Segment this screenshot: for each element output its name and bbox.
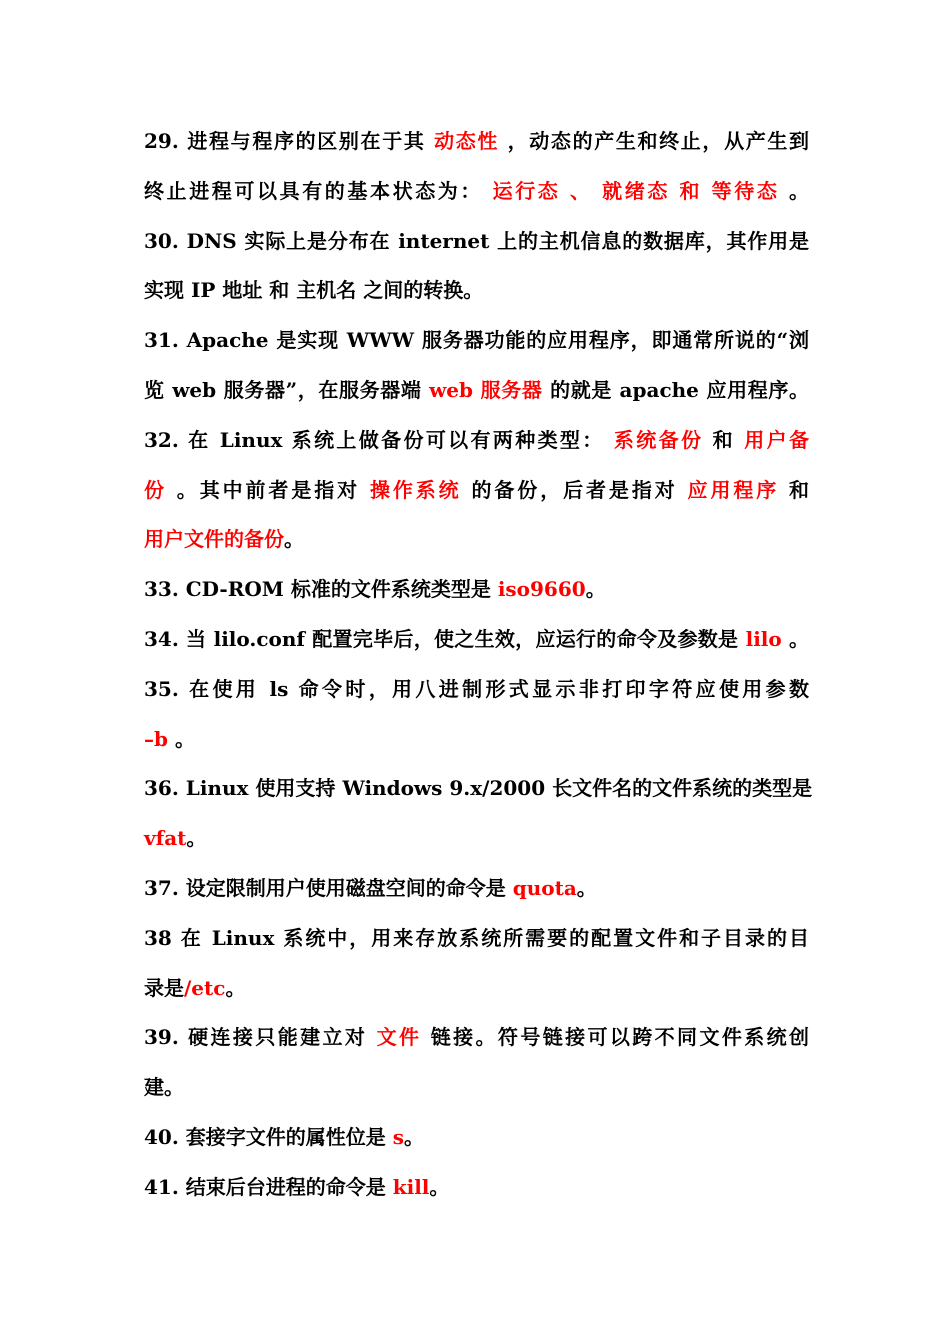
text-line: [144, 914, 809, 964]
question-text: 。: [789, 626, 810, 651]
answer-text: 文件: [376, 1025, 422, 1050]
text-line: [144, 665, 809, 715]
answer-text: 系统备份: [613, 427, 704, 452]
question-text: 41. 结束后台进程的命令是: [144, 1174, 393, 1199]
question-text: ，动态的产生和终止，从产生到: [507, 129, 810, 153]
question-text: 链接。符号链接可以跨不同文件系统创: [430, 1025, 809, 1050]
text-line: [144, 814, 809, 864]
text-line: [144, 167, 809, 217]
text-line: [144, 416, 809, 466]
answer-text: 应用程序: [687, 477, 780, 502]
answer-text: kill: [392, 1174, 430, 1199]
question-text: 。: [789, 178, 810, 203]
text-line: [144, 316, 809, 366]
text-line: [144, 117, 809, 167]
question-text: 。: [404, 1124, 424, 1149]
text-line: [144, 1163, 809, 1213]
question-text: 35. 在使用 ls 命令时，用八进制形式显示非打印字符应使用参数: [144, 676, 809, 701]
question-text: 的备份，后者是指对: [471, 477, 678, 502]
question-text: 。: [585, 577, 606, 602]
answer-text: iso9660: [497, 577, 586, 602]
question-text: 终止进程可以具有的基本状态为：: [144, 178, 484, 203]
answer-text: 用户备: [744, 427, 809, 452]
question-text: 39. 硬连接只能建立对: [144, 1025, 368, 1050]
text-line: [144, 864, 809, 914]
text-line: [144, 1113, 809, 1163]
question-text: 和: [712, 427, 735, 452]
question-text: 。: [167, 726, 195, 751]
answer-text: s: [392, 1124, 404, 1149]
question-text: 36. Linux 使用支持 Windows 9.x/2000 长文件名的文件系统的类型是: [144, 776, 813, 801]
answer-text: web 服务器: [429, 377, 543, 402]
question-text: 34. 当 lilo.conf 配置完毕后，使之生效，应运行的命令及参数是: [144, 626, 739, 651]
text-line: [144, 964, 809, 1014]
answer-text: 用户文件的备份: [144, 527, 284, 552]
text-line: [144, 764, 813, 814]
question-text: 。其中前者是指对: [176, 477, 361, 502]
text-line: [144, 515, 809, 565]
text-line: [144, 1013, 809, 1063]
text-line: [144, 466, 809, 516]
text-line: [144, 715, 809, 765]
question-text: 33. CD-ROM 标准的文件系统类型是: [144, 577, 498, 602]
question-text: 38 在 Linux 系统中，用来存放系统所需要的配置文件和子目录的目: [144, 925, 809, 950]
question-text: 30. DNS 实际上是分布在 internet 上的主机信息的数据库，其作用是: [144, 228, 809, 253]
question-text: 建。: [144, 1075, 184, 1100]
text-line: [144, 615, 809, 665]
question-text: 31. Apache 是实现 WWW 服务器功能的应用程序，即通常所说的“浏: [144, 328, 809, 353]
answer-text: /etc: [184, 975, 226, 1000]
text-line: [144, 217, 809, 267]
question-text: 。: [284, 527, 304, 552]
question-text: 40. 套接字文件的属性位是: [144, 1124, 393, 1149]
question-text: 。: [225, 975, 246, 1000]
text-line: [144, 1063, 809, 1113]
question-text: 32. 在 Linux 系统上做备份可以有两种类型：: [144, 427, 605, 452]
text-line: [144, 565, 809, 615]
answer-text: –b: [144, 726, 168, 751]
answer-text: 运行态 、 就绪态 和 等待态: [492, 178, 780, 203]
answer-text: quota: [512, 875, 577, 900]
question-text: 29. 进程与程序的区别在于其: [144, 129, 426, 153]
question-text: 的就是 apache 应用程序。: [550, 377, 810, 402]
question-text: 录是: [144, 975, 184, 1000]
question-text: 。: [576, 875, 597, 900]
text-line: [144, 266, 809, 316]
question-text: 37. 设定限制用户使用磁盘空间的命令是: [144, 875, 513, 900]
answer-text: lilo: [745, 626, 782, 651]
answer-text: 操作系统: [369, 477, 462, 502]
question-text: 览 web 服务器”，在服务器端: [144, 377, 422, 402]
document-page: [144, 117, 813, 1213]
answer-text: vfat: [144, 826, 187, 851]
question-text: 。: [429, 1174, 450, 1199]
answer-text: 份: [144, 477, 167, 502]
answer-text: 动态性: [434, 129, 500, 153]
question-text: 。: [186, 826, 207, 851]
question-text: 实现 IP 地址 和 主机名 之间的转换。: [144, 278, 484, 303]
text-line: [144, 366, 809, 416]
question-text: 和: [789, 477, 810, 502]
